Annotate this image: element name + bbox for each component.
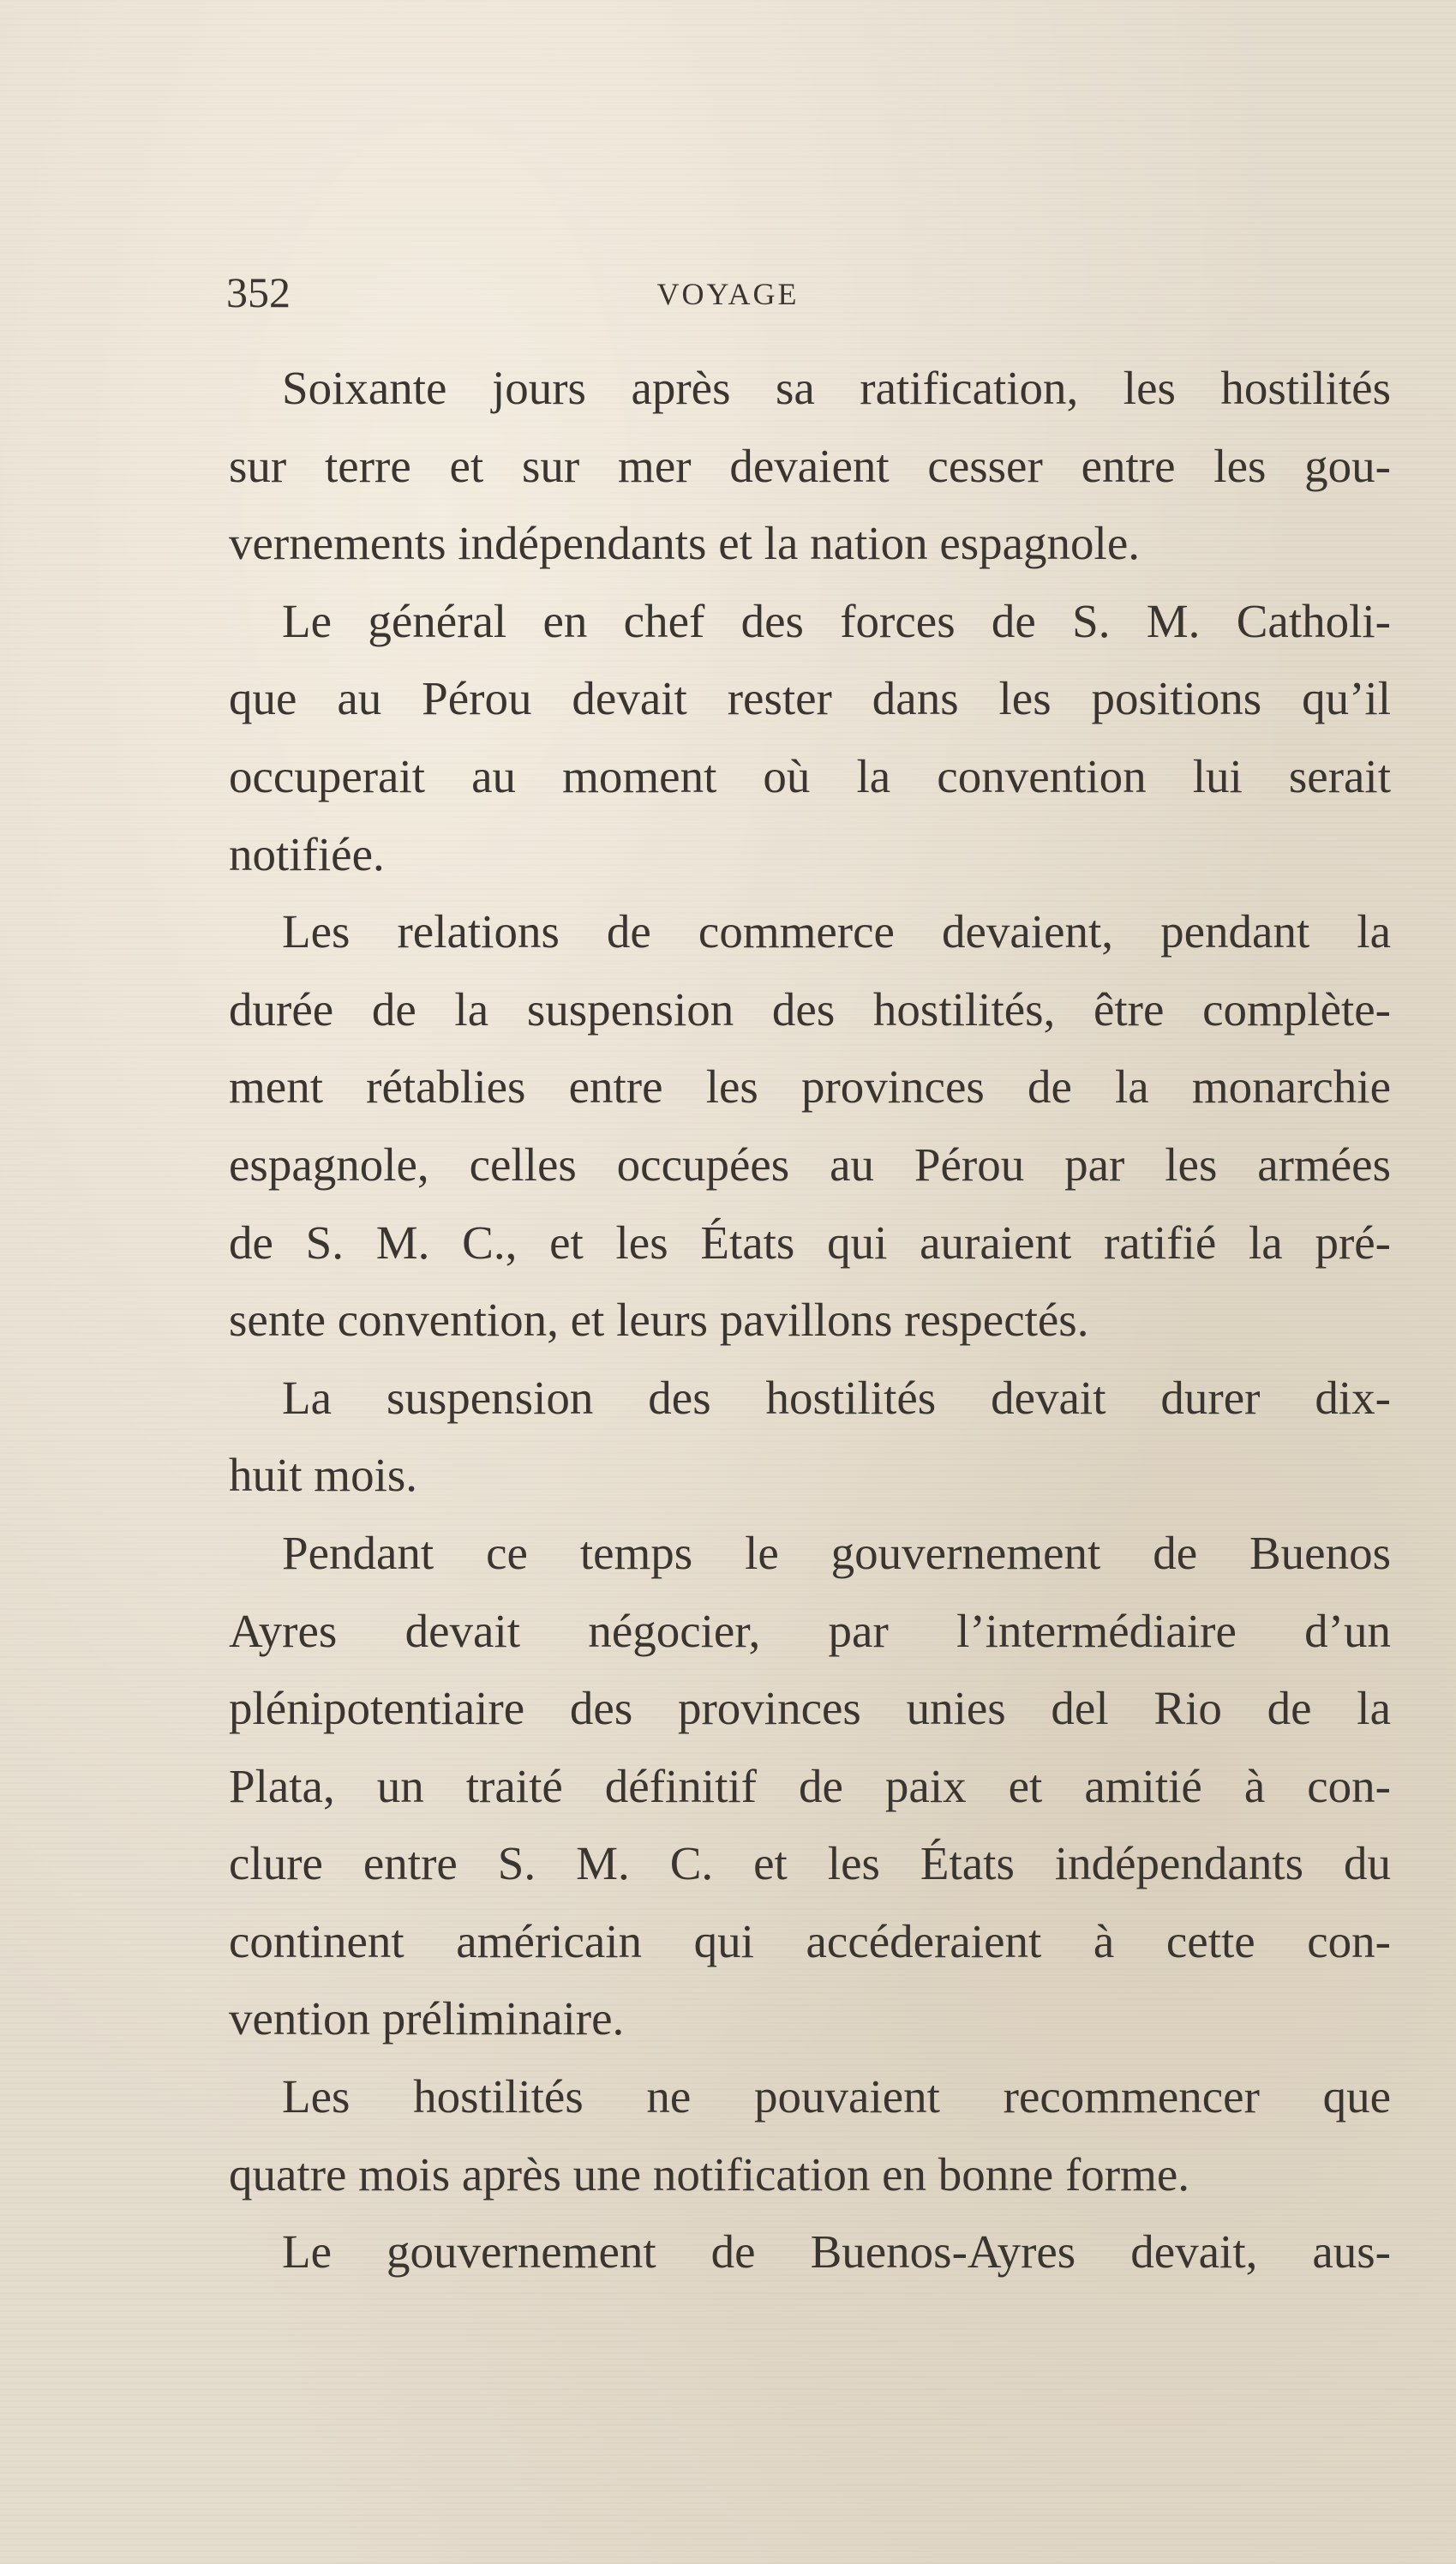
text-line: ment rétablies entre les provinces de la monarchie: [229, 1060, 1391, 1114]
text-line: clure entre S. M. C. et les États indépendants du: [229, 1837, 1391, 1890]
text-line: notifiée.: [229, 827, 385, 880]
text-line: vention préliminaire.: [229, 1992, 625, 2045]
text-line: que au Pérou devait rester dans les positions qu’il: [229, 672, 1391, 725]
text-line: Le gouvernement de Buenos-Ayres devait, aus-: [282, 2225, 1391, 2279]
text-line: occuperait au moment où la convention lui serait: [229, 749, 1391, 802]
text-line: Les relations de commerce devaient, pendant la: [282, 905, 1391, 958]
text-line: sente convention, et leurs pavillons respectés.: [229, 1294, 1089, 1347]
text-line: Le général en chef des forces de S. M. Catholi-: [282, 594, 1391, 647]
text-line: La suspension des hostilités devait durer dix-: [282, 1371, 1391, 1424]
text-line: Soixante jours après sa ratification, les hostilités: [282, 362, 1391, 414]
text-line: vernements indépendants et la nation espagnole.: [229, 517, 1140, 570]
text-line: espagnole, celles occupées au Pérou par les armées: [229, 1138, 1391, 1191]
text-line: durée de la suspension des hostilités, être complète-: [229, 982, 1391, 1036]
text-line: sur terre et sur mer devaient cesser entre les gou-: [229, 439, 1391, 492]
text-line: continent américain qui accéderaient à cette con-: [229, 1914, 1391, 1967]
text-line: Plata, un traité définitif de paix et amitié à con-: [229, 1759, 1391, 1812]
text-line: de S. M. C., et les États qui auraient ratifié la pré-: [229, 1216, 1391, 1269]
text-line: Pendant ce temps le gouvernement de Buenos: [282, 1526, 1391, 1579]
running-head: VOYAGE: [656, 277, 800, 311]
text-line: Ayres devait négocier, par l’intermédiaire d’un: [229, 1604, 1391, 1657]
body-text: [229, 350, 1391, 2291]
page-number: 352: [226, 268, 291, 316]
text-line: quatre mois après une notification en bonne forme.: [229, 2147, 1190, 2201]
text-line: huit mois.: [229, 1449, 418, 1502]
text-line: plénipotentiaire des provinces unies del Rio de la: [229, 1682, 1391, 1735]
text-line: Les hostilités ne pouvaient recommencer que: [282, 2070, 1391, 2123]
